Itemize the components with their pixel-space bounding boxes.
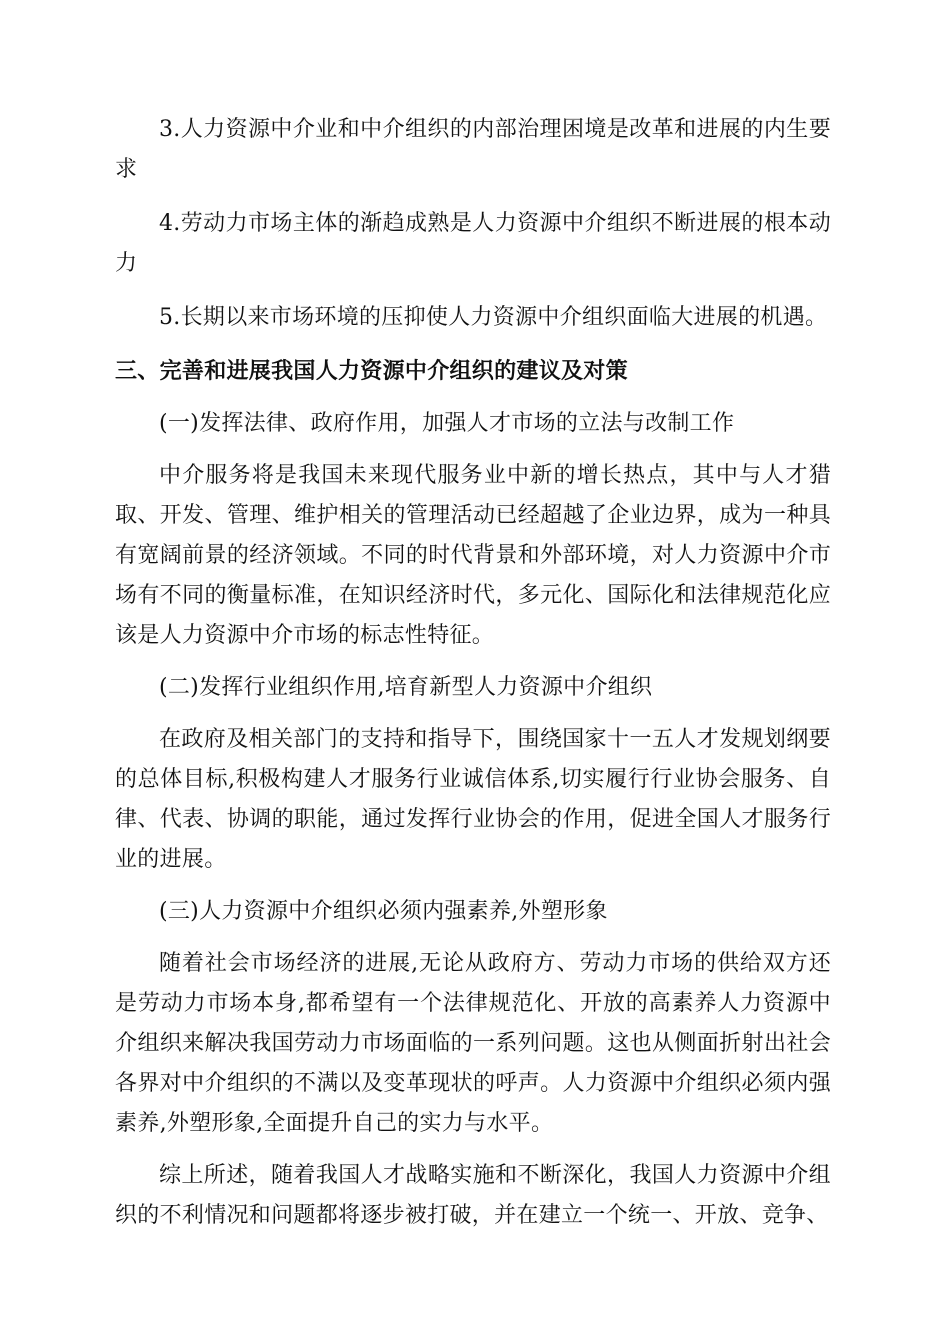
subsection-2-body: 在政府及相关部门的支持和指导下，围绕国家十一五人才发规划纲要的总体目标,积极构建人才服务行业诚信体系,切实履行行业协会服务、自律、代表、协调的职能，通过发挥行业协会的作用，促进全国人才服务行业的进展。 <box>115 727 831 872</box>
subsection-2-title: (二)发挥行业组织作用,培育新型人力资源中介组织 <box>159 675 653 700</box>
list-item-4: 4.劳动力市场主体的渐趋成熟是人力资源中介组织不断进展的根本动力 <box>115 211 831 276</box>
list-item-5: 5.长期以来市场环境的压抑使人力资源中介组织面临大进展的机遇。 <box>159 305 828 330</box>
subsection-3-title: (三)人力资源中介组织必须内强素养,外塑形象 <box>159 899 608 924</box>
section-heading: 三、完善和进展我国人力资源中介组织的建议及对策 <box>115 359 628 384</box>
subsection-1-body: 中介服务将是我国未来现代服务业中新的增长热点，其中与人才猎取、开发、管理、维护相关的管理活动已经超越了企业边界，成为一种具有宽阔前景的经济领域。不同的时代背景和外部环境，对人力资源中介市场有不同的衡量标准，在知识经济时代，多元化、国际化和法律规范化应该是人力资源中介市场的标志性特征。 <box>115 463 831 648</box>
document-page <box>115 110 831 1236</box>
conclusion-paragraph: 综上所述，随着我国人才战略实施和不断深化，我国人力资源中介组织的不利情况和问题都将逐步被打破，并在建立一个统一、开放、竞争、 <box>115 1163 831 1228</box>
list-item-3: 3.人力资源中介业和中介组织的内部治理困境是改革和进展的内生要求 <box>115 117 831 182</box>
subsection-3-body: 随着社会市场经济的进展,无论从政府方、劳动力市场的供给双方还是劳动力市场本身,都希望有一个法律规范化、开放的高素养人力资源中介组织来解决我国劳动力市场面临的一系列问题。这也从侧面折射出社会各界对中介组织的不满以及变革现状的呼声。人力资源中介组织必须内强素养,外塑形象,全面提升自己的实力与水平。 <box>115 951 831 1136</box>
subsection-1-title: (一)发挥法律、政府作用，加强人才市场的立法与改制工作 <box>159 411 735 436</box>
